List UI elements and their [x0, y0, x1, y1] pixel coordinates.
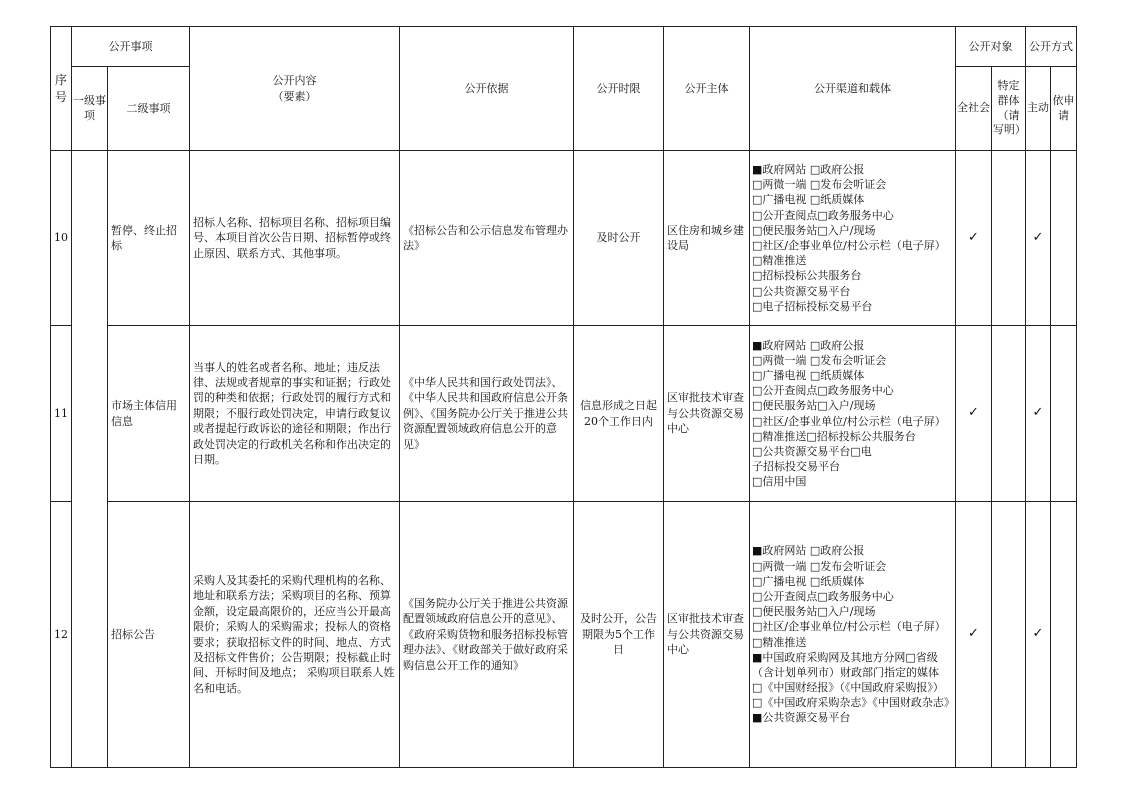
time-limit-cell: 及时公开，公告期限为5个工作日: [574, 502, 664, 768]
channel-line: □社区/企事业单位/村公示栏（电子屏）: [752, 620, 946, 634]
level2-item: 暂停、终止招标: [108, 151, 190, 326]
header-seq: 序号: [51, 27, 72, 151]
channel-line: □信用中国: [752, 475, 807, 489]
content-cell: 当事人的姓名或者名称、地址；违反法律、法规或者规章的事实和证据；行政处罚的种类和依据；行政处罚的履行方式和期限；不服行政处罚决定，申请行政复议或者提起行政诉讼的途径和期限；作出行政处罚决定的行政机关名称和作出决定的日期。: [190, 326, 400, 502]
header-method-active: 主动: [1026, 67, 1051, 151]
header-basis: 公开依据: [400, 27, 574, 151]
disclosure-table: [50, 26, 1077, 768]
header-time-limit: 公开时限: [574, 27, 664, 151]
header-audience-all: 全社会: [956, 67, 992, 151]
header-content: [190, 27, 400, 151]
content-cell: 采购人及其委托的采购代理机构的名称、地址和联系方法；采购项目的名称、预算金额，设定最高限价的，还应当公开最高限价；采购人的采购需求；投标人的资格要求；获取招标文件的时间、地点、方式及招标文件售价；公告期限；投标截止时间、开标时间及地点； 采购项目联系人姓名和电话。: [190, 502, 400, 768]
header-level2: 二级事项: [108, 67, 190, 151]
channel-line: □招标投标公共服务台: [752, 269, 862, 283]
channel-line: ■政府网站 □政府公报: [752, 163, 865, 177]
channel-line: □公开查阅点□政务服务中心: [752, 589, 894, 603]
time-limit-cell: 信息形成之日起20个工作日内: [574, 326, 664, 502]
table-row: [51, 151, 1077, 326]
header-content-line2: （要素）: [272, 89, 317, 103]
method-active-check: ✓: [1026, 151, 1051, 326]
method-active-check: ✓: [1026, 502, 1051, 768]
header-channel: 公开渠道和载体: [750, 27, 956, 151]
channel-list: [750, 502, 956, 768]
audience-all-check: ✓: [956, 326, 992, 502]
method-request-check: [1051, 502, 1077, 768]
header-audience: 公开对象: [956, 27, 1026, 67]
subject-cell: 区审批技术审查与公共资源交易中心: [664, 502, 750, 768]
time-limit-cell: 及时公开: [574, 151, 664, 326]
channel-line: □两微一端 □发布会听证会: [752, 353, 887, 367]
channel-line: □广播电视 □纸质媒体: [752, 193, 865, 207]
content-cell: 招标人名称、招标项目名称、招标项目编号、本项目首次公告日期、招标暂停或终止原因、联系方式、其他事项。: [190, 151, 400, 326]
channel-line: □社区/企事业单位/村公示栏（电子屏）: [752, 239, 946, 252]
method-request-check: [1051, 326, 1077, 502]
header-items: 公开事项: [72, 27, 190, 67]
channel-line: □广播电视 □纸质媒体: [752, 368, 865, 382]
level2-item: 市场主体信用信息: [108, 326, 190, 502]
channel-line: □精准推送□招标投标公共服务台: [752, 429, 916, 443]
channel-list: [750, 151, 956, 326]
channel-list: [750, 326, 956, 502]
row-number: 11: [51, 326, 72, 502]
channel-line: □社区/企事业单位/村公示栏（电子屏）: [752, 414, 946, 428]
channel-line: □精准推送: [752, 635, 807, 649]
header-audience-specific: 特定群体（请写明）: [992, 67, 1026, 151]
header-method: 公开方式: [1026, 27, 1077, 67]
row-number: 12: [51, 502, 72, 768]
channel-line: □便民服务站□入户/现场: [752, 223, 876, 237]
channel-line: ■政府网站 □政府公报: [752, 544, 865, 558]
header-level1: 一级事项: [72, 67, 108, 151]
channel-line: □两微一端 □发布会听证会: [752, 178, 887, 192]
channel-line: □《中国政府采购杂志》《中国财政杂志》: [752, 696, 955, 710]
channel-line: ■政府网站 □政府公报: [752, 338, 865, 352]
header-subject: 公开主体: [664, 27, 750, 151]
level1-cell: [72, 151, 108, 768]
audience-specific-check: [992, 326, 1026, 502]
method-active-check: ✓: [1026, 326, 1051, 502]
channel-line: □两微一端 □发布会听证会: [752, 559, 887, 573]
channel-line: □广播电视 □纸质媒体: [752, 574, 865, 588]
audience-specific-check: [992, 151, 1026, 326]
channel-line: □电子招标投标交易平台: [752, 299, 873, 313]
row-number: 10: [51, 151, 72, 326]
subject-cell: 区住房和城乡建设局: [664, 151, 750, 326]
channel-line: □便民服务站□入户/现场: [752, 605, 876, 619]
channel-line: □便民服务站□入户/现场: [752, 399, 876, 413]
channel-line: 子招标投交易平台: [752, 460, 840, 474]
table-row: [51, 502, 1077, 768]
channel-line: □公共资源交易平台: [752, 284, 851, 298]
channel-line: □《中国财经报》（《中国政府采购报》）: [752, 681, 944, 695]
basis-cell: 《招标公告和公示信息发布管理办法》: [400, 151, 574, 326]
subject-cell: 区审批技术审查与公共资源交易中心: [664, 326, 750, 502]
audience-all-check: ✓: [956, 502, 992, 768]
audience-specific-check: [992, 502, 1026, 768]
method-request-check: [1051, 151, 1077, 326]
level2-item: 招标公告: [108, 502, 190, 768]
basis-cell: 《中华人民共和国行政处罚法》、《中华人民共和国政府信息公开条例》、《国务院办公厅关于推进公共资源配置领域政府信息公开的意见》: [400, 326, 574, 502]
audience-all-check: ✓: [956, 151, 992, 326]
header-method-request: 依申请: [1051, 67, 1077, 151]
channel-line: ■中国政府采购网及其地方分网□省级（含计划单列市）财政部门指定的媒体: [752, 650, 939, 679]
channel-line: □精准推送: [752, 254, 807, 268]
header-content-line1: 公开内容: [272, 74, 317, 88]
channel-line: □公共资源交易平台□电: [752, 444, 872, 458]
table-row: [51, 326, 1077, 502]
channel-line: ■公共资源交易平台: [752, 711, 851, 725]
basis-cell: 《国务院办公厅关于推进公共资源配置领域政府信息公开的意见》、《政府采购货物和服务招标投标管理办法》、《财政部关于做好政府采购信息公开工作的通知》: [400, 502, 574, 768]
channel-line: □公开查阅点□政务服务中心: [752, 384, 894, 398]
channel-line: □公开查阅点□政务服务中心: [752, 208, 894, 222]
